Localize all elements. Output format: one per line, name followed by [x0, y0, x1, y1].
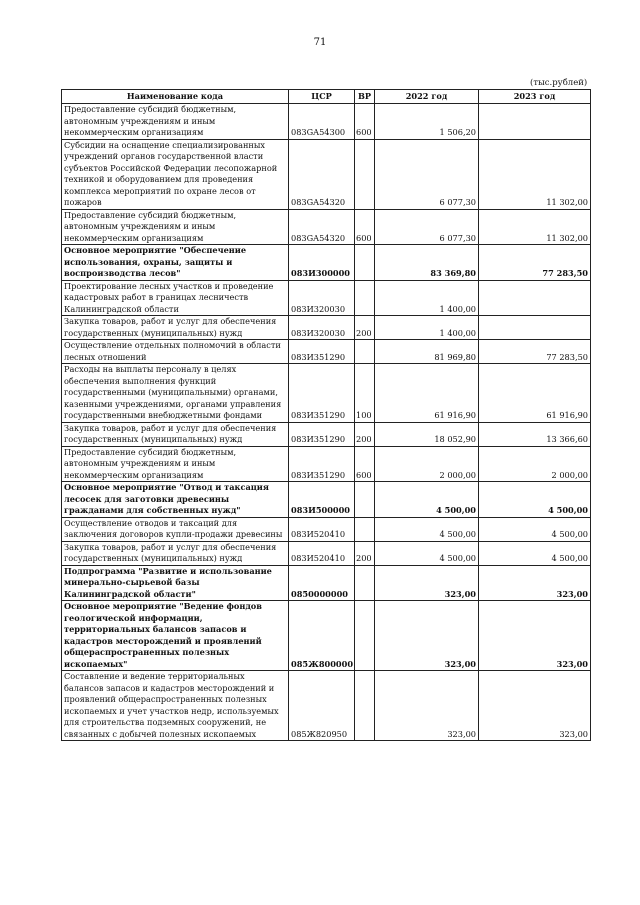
table-row [62, 316, 591, 340]
row-value-2022: 323,00 [375, 565, 479, 601]
row-vr-code [355, 340, 375, 364]
row-value-2023: 4 500,00 [479, 541, 591, 565]
row-value-2023: 77 283,50 [479, 245, 591, 281]
row-value-2022: 81 969,80 [375, 340, 479, 364]
row-vr-code [355, 245, 375, 281]
header-2023: 2023 год [479, 90, 591, 104]
units-label: (тыс.рублей) [530, 78, 588, 88]
budget-table [61, 89, 591, 741]
row-csr-code: 083И320030 [289, 280, 355, 316]
row-value-2023: 323,00 [479, 671, 591, 741]
row-value-2023: 13 366,60 [479, 422, 591, 446]
row-value-2022: 1 400,00 [375, 316, 479, 340]
row-value-2022: 4 500,00 [375, 517, 479, 541]
row-name: Осуществление отдельных полномочий в области лесных отношений [62, 340, 289, 364]
row-name: Подпрограмма "Развитие и использование минерально-сырьевой базы Калининградской области" [62, 565, 289, 601]
row-value-2023: 4 500,00 [479, 517, 591, 541]
table-row [62, 565, 591, 601]
row-csr-code: 083И500000 [289, 482, 355, 518]
row-name: Составление и ведение территориальных балансов запасов и кадастров месторождений и проявлений общераспространенных полезных ископаемых и учет участков недр, используемых для строительства подземных сооружений, не связанных с добычей полезных ископаемых [62, 671, 289, 741]
table-body [62, 104, 591, 741]
table-row [62, 139, 591, 209]
row-value-2023: 77 283,50 [479, 340, 591, 364]
row-csr-code: 085Ж800000 [289, 601, 355, 671]
row-name: Основное мероприятие "Отвод и таксация лесосек для заготовки древесины гражданами для собственных нужд" [62, 482, 289, 518]
row-value-2023: 4 500,00 [479, 482, 591, 518]
row-value-2022: 1 506,20 [375, 104, 479, 140]
row-vr-code [355, 601, 375, 671]
table-row [62, 364, 591, 423]
row-vr-code [355, 517, 375, 541]
row-value-2022: 6 077,30 [375, 139, 479, 209]
table-row [62, 541, 591, 565]
row-name: Предоставление субсидий бюджетным, автономным учреждениям и иным некоммерческим организациям [62, 446, 289, 482]
row-value-2023: 11 302,00 [479, 139, 591, 209]
row-value-2023: 2 000,00 [479, 446, 591, 482]
row-value-2023: 323,00 [479, 601, 591, 671]
row-vr-code: 200 [355, 541, 375, 565]
row-value-2022: 323,00 [375, 671, 479, 741]
row-vr-code: 600 [355, 209, 375, 245]
row-value-2023: 323,00 [479, 565, 591, 601]
row-value-2022: 2 000,00 [375, 446, 479, 482]
table-row [62, 671, 591, 741]
row-csr-code: 083И520410 [289, 517, 355, 541]
row-value-2023 [479, 104, 591, 140]
header-vr: ВР [355, 90, 375, 104]
row-value-2022: 4 500,00 [375, 482, 479, 518]
row-value-2023: 61 916,90 [479, 364, 591, 423]
row-vr-code [355, 671, 375, 741]
row-csr-code: 085Ж820950 [289, 671, 355, 741]
row-csr-code: 0850000000 [289, 565, 355, 601]
header-2022: 2022 год [375, 90, 479, 104]
row-csr-code: 083GA54320 [289, 209, 355, 245]
table-row [62, 601, 591, 671]
table-header-row [62, 90, 591, 104]
row-csr-code: 083И351290 [289, 422, 355, 446]
page-number: 71 [313, 37, 327, 48]
table-row [62, 209, 591, 245]
row-vr-code: 600 [355, 104, 375, 140]
row-value-2022: 1 400,00 [375, 280, 479, 316]
table-row [62, 446, 591, 482]
row-csr-code: 083И351290 [289, 446, 355, 482]
row-vr-code [355, 280, 375, 316]
table-row [62, 340, 591, 364]
table-row [62, 482, 591, 518]
table-row [62, 104, 591, 140]
row-value-2022: 83 369,80 [375, 245, 479, 281]
row-csr-code: 083GA54300 [289, 104, 355, 140]
table-row [62, 280, 591, 316]
row-name: Расходы на выплаты персоналу в целях обеспечения выполнения функций государственными (муниципальными) органами, казенными учреждениями, органами управления государственными внебюджетными фондами [62, 364, 289, 423]
row-vr-code: 100 [355, 364, 375, 423]
header-name: Наименование кода [62, 90, 289, 104]
row-vr-code [355, 565, 375, 601]
row-value-2022: 6 077,30 [375, 209, 479, 245]
table-row [62, 245, 591, 281]
row-csr-code: 083И351290 [289, 340, 355, 364]
row-vr-code: 200 [355, 316, 375, 340]
row-csr-code: 083И300000 [289, 245, 355, 281]
table-row [62, 422, 591, 446]
row-vr-code: 600 [355, 446, 375, 482]
row-value-2022: 323,00 [375, 601, 479, 671]
row-name: Проектирование лесных участков и проведение кадастровых работ в границах лесничеств Калининградской области [62, 280, 289, 316]
row-name: Основное мероприятие "Ведение фондов геологической информации, территориальных балансов запасов и кадастров месторождений и проявлений общераспространенных полезных ископаемых" [62, 601, 289, 671]
row-value-2023 [479, 280, 591, 316]
row-csr-code: 083И320030 [289, 316, 355, 340]
row-name: Осуществление отводов и таксаций для заключения договоров купли-продажи древесины [62, 517, 289, 541]
row-name: Закупка товаров, работ и услуг для обеспечения государственных (муниципальных) нужд [62, 541, 289, 565]
row-name: Субсидии на оснащение специализированных учреждений органов государственной власти субъектов Российской Федерации лесопожарной техникой и оборудованием для проведения комплекса мероприятий по охране лесов от пожаров [62, 139, 289, 209]
row-vr-code: 200 [355, 422, 375, 446]
row-value-2022: 18 052,90 [375, 422, 479, 446]
row-name: Закупка товаров, работ и услуг для обеспечения государственных (муниципальных) нужд [62, 316, 289, 340]
row-csr-code: 083И520410 [289, 541, 355, 565]
row-vr-code [355, 139, 375, 209]
row-name: Основное мероприятие "Обеспечение использования, охраны, защиты и воспроизводства лесов" [62, 245, 289, 281]
row-name: Предоставление субсидий бюджетным, автономным учреждениям и иным некоммерческим организациям [62, 104, 289, 140]
row-csr-code: 083И351290 [289, 364, 355, 423]
row-csr-code: 083GA54320 [289, 139, 355, 209]
table-row [62, 517, 591, 541]
row-value-2023: 11 302,00 [479, 209, 591, 245]
row-value-2022: 61 916,90 [375, 364, 479, 423]
header-csr: ЦСР [289, 90, 355, 104]
row-name: Предоставление субсидий бюджетным, автономным учреждениям и иным некоммерческим организациям [62, 209, 289, 245]
row-value-2022: 4 500,00 [375, 541, 479, 565]
row-name: Закупка товаров, работ и услуг для обеспечения государственных (муниципальных) нужд [62, 422, 289, 446]
row-value-2023 [479, 316, 591, 340]
row-vr-code [355, 482, 375, 518]
